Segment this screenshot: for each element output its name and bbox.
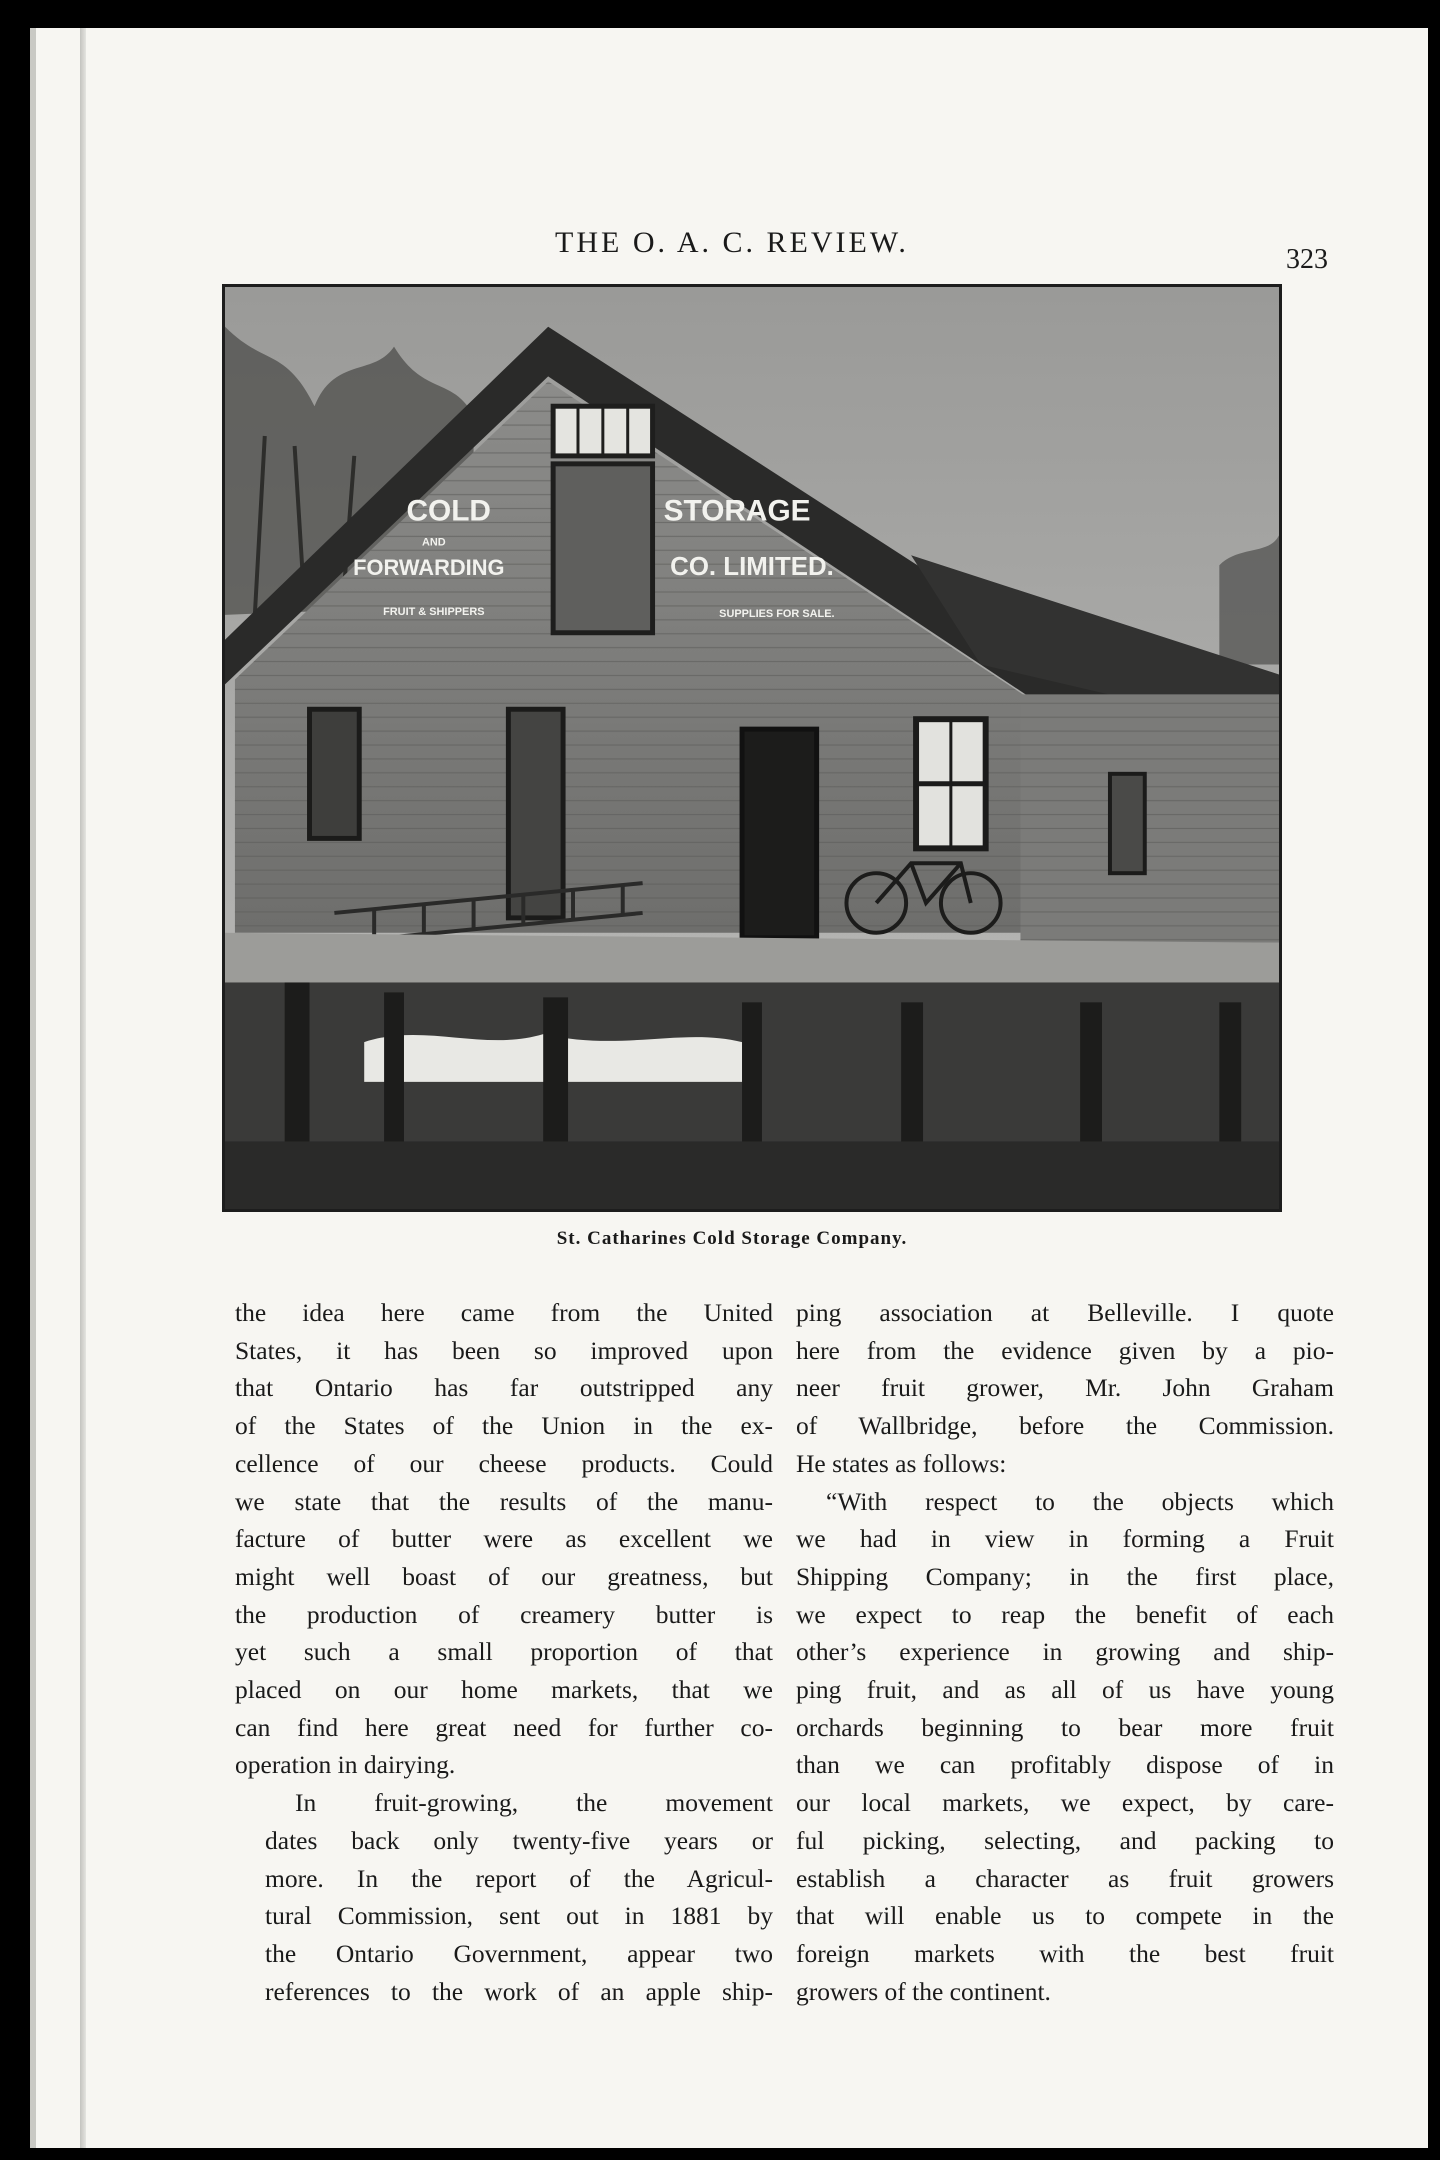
text-line: might well boast of our greatness, but bbox=[235, 1561, 773, 1591]
text-line: In fruit-growing, the movement bbox=[295, 1788, 773, 1818]
photo-caption: St. Catharines Cold Storage Company. bbox=[556, 1228, 908, 1249]
text-line: yet such a small proportion of that bbox=[235, 1637, 773, 1667]
text-line: States, it has been so improved upon bbox=[235, 1335, 773, 1365]
paragraph bbox=[235, 1294, 773, 1784]
text-line: than we can profitably dispose of in bbox=[796, 1750, 1334, 1780]
sign-storage: STORAGE bbox=[663, 494, 811, 528]
text-line: ful picking, selecting, and packing to bbox=[796, 1825, 1334, 1855]
text-line: of Wallbridge, before the Commission. bbox=[796, 1411, 1334, 1441]
text-line: cellence of our cheese products. Could bbox=[235, 1448, 773, 1478]
text-line: that Ontario has far outstripped any bbox=[235, 1373, 773, 1403]
text-line: dates back only twenty-five years or bbox=[265, 1825, 773, 1855]
text-line: facture of butter were as excellent we bbox=[235, 1524, 773, 1554]
text-line: foreign markets with the best fruit bbox=[796, 1938, 1334, 1968]
text-line: the Ontario Government, appear two bbox=[265, 1938, 773, 1968]
right-column bbox=[796, 1294, 1334, 2010]
text-line: neer fruit grower, Mr. John Graham bbox=[796, 1373, 1334, 1403]
sign-and: AND bbox=[421, 536, 446, 549]
text-line: the idea here came from the United bbox=[235, 1298, 773, 1327]
text-line: references to the work of an apple ship- bbox=[265, 1976, 773, 2006]
text-line: Shipping Company; in the first place, bbox=[796, 1561, 1334, 1591]
sign-cold: COLD bbox=[406, 494, 491, 528]
sign-supplies: SUPPLIES FOR SALE. bbox=[719, 607, 835, 620]
photograph bbox=[222, 284, 1282, 1212]
paragraph bbox=[796, 1483, 1334, 2011]
text-line: other’s experience in growing and ship- bbox=[796, 1637, 1334, 1667]
text-line: here from the evidence given by a pio- bbox=[796, 1335, 1334, 1365]
running-head: THE O. A. C. REVIEW. bbox=[555, 226, 909, 259]
binding-edge bbox=[80, 28, 86, 2148]
text-line: our local markets, we expect, by care- bbox=[796, 1788, 1334, 1818]
text-line: tural Commission, sent out in 1881 by bbox=[265, 1901, 773, 1931]
text-line: establish a character as fruit growers bbox=[796, 1863, 1334, 1893]
sign-fruit-shippers: FRUIT & SHIPPERS bbox=[383, 605, 485, 618]
text-line: we expect to reap the benefit of each bbox=[796, 1599, 1334, 1629]
text-line: the production of creamery butter is bbox=[235, 1599, 773, 1629]
scanned-page bbox=[30, 28, 1428, 2148]
text-line: He states as follows: bbox=[796, 1448, 1007, 1478]
text-line: that will enable us to compete in the bbox=[796, 1901, 1334, 1931]
text-line: ping fruit, and as all of us have young bbox=[796, 1675, 1334, 1705]
paragraph bbox=[235, 1784, 773, 2010]
text-line: ping association at Belleville. I quote bbox=[796, 1298, 1334, 1327]
text-line: growers of the continent. bbox=[796, 1976, 1051, 2006]
text-line: more. In the report of the Agricul- bbox=[265, 1863, 773, 1893]
text-line: “With respect to the objects which bbox=[826, 1486, 1334, 1516]
sign-co-limited: CO. LIMITED. bbox=[670, 553, 834, 582]
text-line: placed on our home markets, that we bbox=[235, 1675, 773, 1705]
text-line: can find here great need for further co- bbox=[235, 1712, 773, 1742]
text-line: operation in dairying. bbox=[235, 1750, 456, 1780]
left-column bbox=[235, 1294, 773, 2010]
photo-cold-storage-building bbox=[225, 287, 1279, 1209]
text-line: we state that the results of the manu- bbox=[235, 1486, 773, 1516]
page-number: 323 bbox=[1286, 244, 1328, 275]
text-line: we had in view in forming a Fruit bbox=[796, 1524, 1334, 1554]
text-line: of the States of the Union in the ex- bbox=[235, 1411, 773, 1441]
paragraph bbox=[796, 1294, 1334, 1483]
sign-forwarding: FORWARDING bbox=[353, 555, 505, 581]
text-line: orchards beginning to bear more fruit bbox=[796, 1712, 1334, 1742]
